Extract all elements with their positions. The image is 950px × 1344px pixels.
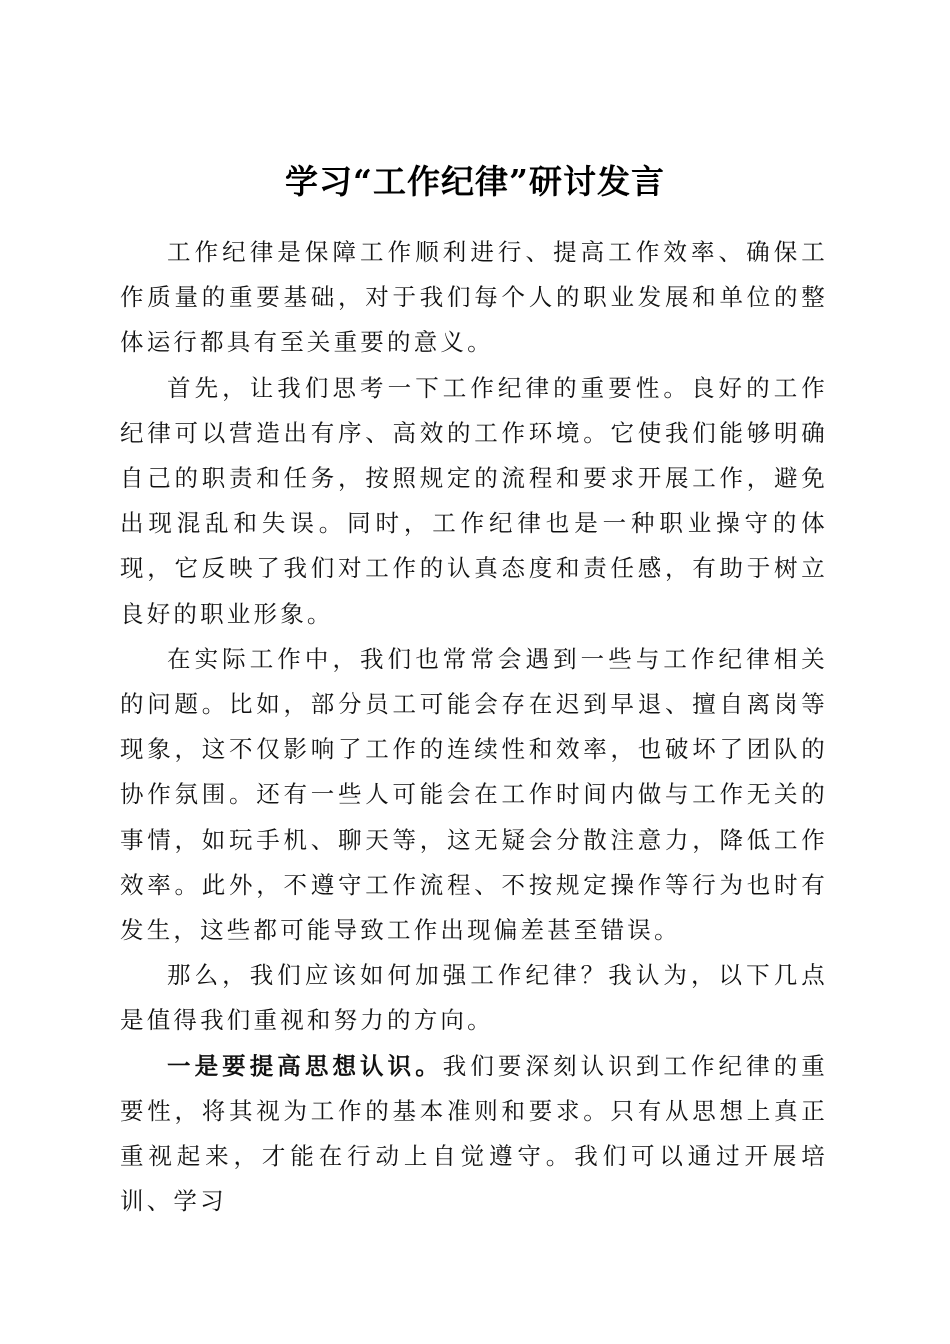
point-one-heading: 一是要提高思想认识。 — [167, 1051, 443, 1080]
paragraph-how-to-strengthen: 那么，我们应该如何加强工作纪律？我认为，以下几点是值得我们重视和努力的方向。 — [120, 961, 828, 1035]
point-one-text: 我们要深刻认识到工作纪律的重要性，将其视为工作的基本准则和要求。只有从思想上真正重视起来，才能在行动上自觉遵守。我们可以通过开展培训、学习 — [120, 1051, 828, 1216]
paragraph-problems: 在实际工作中，我们也常常会遇到一些与工作纪律相关的问题。比如，部分员工可能会存在迟到早退、擅自离岗等现象，这不仅影响了工作的连续性和效率，也破坏了团队的协作氛围。还有一些人可能会在工作时间内做与工作无关的事情，如玩手机、聊天等，这无疑会分散注意力，降低工作效率。此外，不遵守工作流程、不按规定操作等行为也时有发生，这些都可能导致工作出现偏差甚至错误。 — [120, 644, 828, 945]
document-body — [120, 230, 828, 1224]
paragraph-importance: 首先，让我们思考一下工作纪律的重要性。良好的工作纪律可以营造出有序、高效的工作环境。它使我们能够明确自己的职责和任务，按照规定的流程和要求开展工作，避免出现混乱和失误。同时，工作纪律也是一种职业操守的体现，它反映了我们对工作的认真态度和责任感，有助于树立良好的职业形象。 — [120, 373, 828, 628]
paragraph-intro: 工作纪律是保障工作顺利进行、提高工作效率、确保工作质量的重要基础，对于我们每个人的职业发展和单位的整体运行都具有至关重要的意义。 — [120, 238, 828, 357]
paragraph-point-one — [120, 1044, 828, 1225]
document-title: 学习“工作纪律”研讨发言 — [285, 162, 665, 202]
